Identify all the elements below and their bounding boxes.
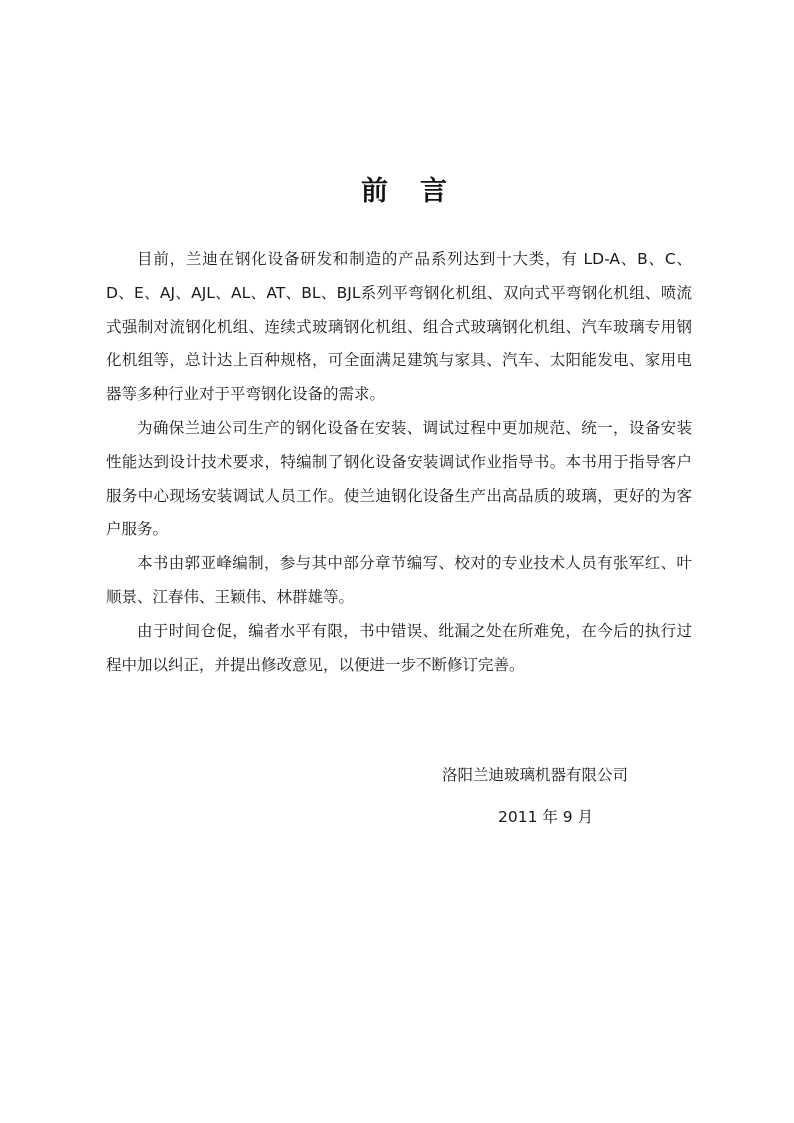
- paragraph-purpose: 为确保兰迪公司生产的钢化设备在安装、调试过程中更加规范、统一，设备安装性能达到设计技术要求，特编制了钢化设备安装调试作业指导书。本书用于指导客户服务中心现场安装调试人员工作。使兰迪钢化设备生产出高品质的玻璃，更好的为客户服务。: [106, 418, 692, 539]
- paragraph-disclaimer: 由于时间仓促，编者水平有限，书中错误、纰漏之处在所难免，在今后的执行过程中加以纠正，并提出修改意见，以便进一步不断修订完善。: [106, 621, 692, 674]
- preface-body: [106, 243, 692, 682]
- signature-date: 2011 年 9 月: [498, 808, 594, 826]
- page-title: 前言: [361, 176, 479, 207]
- signature-organization: 洛阳兰迪玻璃机器有限公司: [442, 766, 629, 784]
- paragraph-product-series: 目前，兰迪在钢化设备研发和制造的产品系列达到十大类，有 LD-A、B、C、D、E、AJ、AJL、AL、AT、BL、BJL系列平弯钢化机组、双向式平弯钢化机组、喷流式强制对流钢化机组、连续式玻璃钢化机组、组合式玻璃钢化机组、汽车玻璃专用钢化机组等，总计达上百种规格，可全面满足建筑与家具、汽车、太阳能发电、家用电器等多种行业对于平弯钢化设备的需求。: [106, 250, 692, 404]
- paragraph-authors: 本书由郭亚峰编制，参与其中部分章节编写、校对的专业技术人员有张军红、叶顺景、江春伟、王颖伟、林群雄等。: [106, 554, 692, 606]
